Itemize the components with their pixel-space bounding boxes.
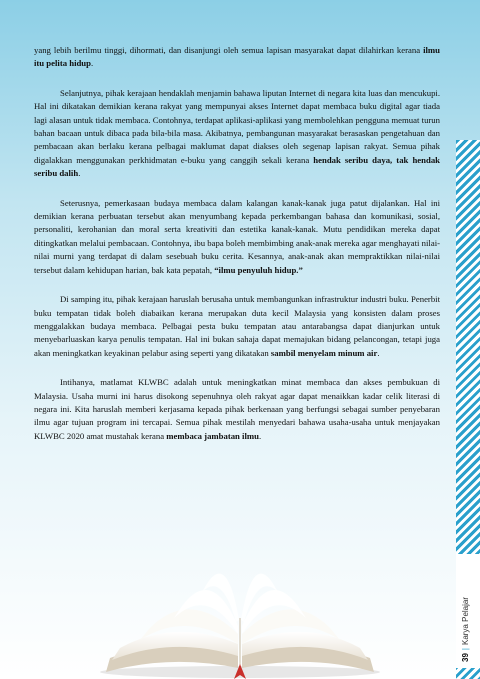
page-number: 39 (461, 653, 470, 662)
section-title: Karya Pelajar (461, 596, 470, 646)
page-separator: | (461, 648, 470, 651)
emphasis-phrase: hendak seribu daya, tak hendak seribu dalih (34, 154, 440, 179)
page-label (456, 554, 480, 668)
text-run: Selanjutnya, pihak kerajaan hendaklah menjamin bahawa liputan Internet di negara kita luas dan mencukupi. Hal ini dikatakan demikian kerana rakyat yang mempunyai akses Internet dapat membaca buku digital agar tiada lagi alasan untuk tidak membaca. Contohnya, terdapat aplikasi-aplikasi yang membolehkan pengguna memuat turun bahan bacaan untuk dibaca pada bila-bila masa. Akibatnya, pembangunan masyarakat berasaskan pengetahuan dan pembacaan akan berlaku kerana pelbagai maklumat dapat diakses oleh segenap lapisan rakyat. Semua pihak digalakkan menggunakan perkhidmatan e-buku yang canggih sekali kerana (34, 87, 440, 165)
paragraph (34, 197, 440, 277)
open-book-illustration (90, 548, 390, 679)
text-run: Intihanya, matlamat KLWBC adalah untuk meningkatkan minat membaca dan akses pembukuan di Malaysia. Usaha murni ini harus disokong sepenuhnya oleh rakyat agar dapat menaikkan kadar celik literasi di negara ini. Kita haruslah memberi kerjasama kepada pihak berkenaan yang berfungsi sebagai sumber penyebaran ilmu agar tujuan program ini tercapai. Semua pihak mestilah menyedari bahawa usaha-usaha untuk menjayakan KLWBC 2020 amat mustahak kerana (34, 377, 440, 441)
paragraph (34, 293, 440, 360)
paragraph (34, 376, 440, 443)
text-run: . (90, 58, 94, 69)
text-run: . (78, 168, 81, 179)
text-run: Seterusnya, pemerkasaan budaya membaca dalam kalangan kanak-kanak juga patut dijalankan. Hal ini demikian kerana perbuatan tersebut akan menyumbang kepada perkembangan bahasa dan komunikasi, sosial, personaliti, kerohanian dan moral serta kreativiti dan estetika kanak-kanak. Mutu pendidikan mereka dapat ditingkatkan melalui pembacaan. Contohnya, ibu bapa boleh membimbing anak-anak mereka agar menghayati nilai-nilai murni yang terdapat di dalam sesebuah buku cerita. Kesannya, anak-anak akan mempraktikkan nilai-nilai tersebut dalam kehidupan harian, bak kata pepatah, (34, 197, 440, 275)
article-body (34, 44, 440, 459)
emphasis-phrase: ilmu itu pelita hidup (34, 45, 440, 69)
text-run: . (377, 347, 380, 358)
text-run: . (258, 430, 262, 441)
text-run: yang lebih berilmu tinggi, dihormati, dan disanjungi oleh semua lapisan masyarakat dapat dilahirkan kerana (34, 45, 424, 55)
paragraph (34, 44, 440, 71)
emphasis-phrase: “ilmu penyuluh hidup.” (214, 264, 303, 275)
paragraph (34, 87, 440, 181)
text-run: Di samping itu, pihak kerajaan haruslah berusaha untuk membangunkan infrastruktur industri buku. Penerbit buku tempatan tidak boleh diabaikan kerana merupakan duta kecil Malaysia yang konsisten dalam proses menggalakkan budaya membaca. Pelbagai pesta buku tempatan atau antarabangsa dapat dianjurkan untuk menyebarluaskan karya penulis tempatan. Hal ini bukan sahaja dapat memajukan bidang pelancongan, tetapi juga akan meningkatkan keyakinan pelabur asing seperti yang dikatakan (34, 294, 440, 358)
emphasis-phrase: sambil menyelam minum air (270, 347, 378, 358)
emphasis-phrase: membaca jambatan ilmu (166, 430, 259, 441)
